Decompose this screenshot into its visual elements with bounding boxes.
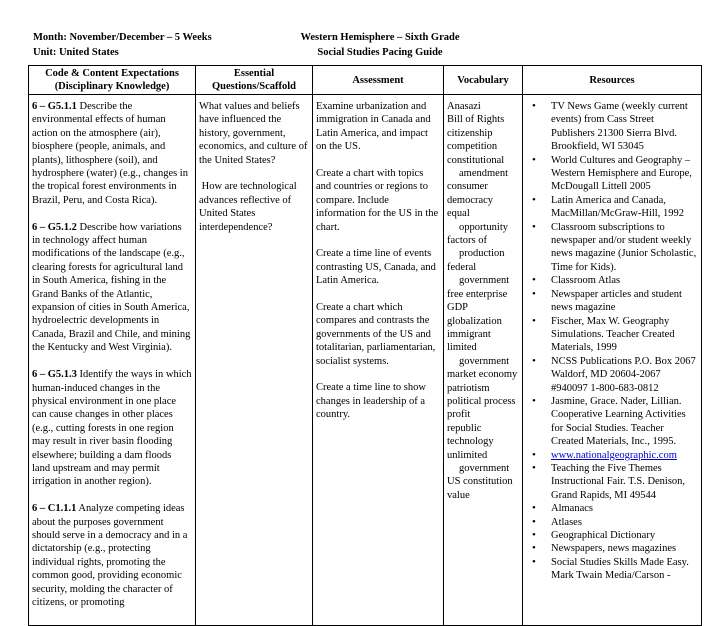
assessment-item: Examine urbanization and immigration in Canada and Latin America, and impact on the US. [316, 101, 431, 153]
resource-item [526, 154, 698, 194]
resource-item [526, 274, 698, 287]
vocabulary-term: amendment [459, 168, 508, 180]
assessment-item: Create a time line of events contrasting US, Canada, and Latin America. [316, 248, 436, 287]
resource-text: World Cultures and Geography – Western Hemisphere and Europe, McDougall Littell 2005 [551, 154, 692, 193]
vocabulary-term: globalization [447, 315, 502, 327]
expectation-text: Describe the environmental effects of human action on the atmosphere (air), biosphere (people, animals, and plants), lithosphere (soil), and hydrosphere (water) (e.g., changes in the tropical forest environments in Brazil, Peru, and Costa Rica). [32, 101, 188, 206]
vocabulary-term: value [447, 489, 470, 501]
assessment-cell [313, 95, 444, 626]
resource-text: Classroom subscriptions to newspaper and/or student weekly news magazine (Junior Scholastic, Time for Kids). [551, 221, 697, 273]
pacing-guide-table [28, 65, 702, 626]
essential-question: How are technological advances reflective of United States interdependence? [199, 181, 300, 233]
resource-item [526, 100, 698, 154]
vocabulary-term: profit [447, 409, 471, 421]
column-header-essential [196, 66, 313, 95]
resource-text: Newspaper articles and student news magazine [551, 288, 682, 314]
expectation-item [32, 221, 192, 355]
resource-item [526, 542, 698, 555]
resource-item [526, 355, 698, 395]
column-header-code-line1: Code & Content Expectations [45, 68, 179, 79]
resource-item [526, 516, 698, 529]
resource-text: TV News Game (weekly current events) from Cass Street Publishers 21300 Sierra Blvd. Brookfield, WI 53045 [551, 101, 688, 153]
vocabulary-term: government [459, 355, 510, 367]
vocabulary-term: factors of [447, 235, 487, 247]
expectation-item [32, 100, 192, 207]
vocabulary-term: equal [447, 208, 470, 220]
vocabulary-term: consumer [447, 181, 488, 193]
vocabulary-term: political process [447, 395, 516, 407]
resource-item [526, 395, 698, 449]
column-header-vocabulary: Vocabulary [444, 66, 523, 95]
document-subtitle: Social Studies Pacing Guide [317, 47, 443, 58]
vocabulary-term: market economy [447, 369, 518, 381]
resources-list [526, 100, 698, 583]
vocabulary-term: patriotism [447, 382, 490, 394]
resource-item [526, 221, 698, 275]
month-label: Month: November/December – 5 Weeks [33, 32, 212, 43]
resource-text: Almanacs [551, 503, 593, 515]
vocabulary-term: Bill of Rights [447, 114, 505, 126]
expectation-item [32, 502, 192, 609]
vocabulary-term: limited [447, 342, 477, 354]
resource-text: Jasmine, Grace. Nader, Lillian. Cooperative Learning Activities for Social Studies. Teacher Created Materials, Inc., 1995. [551, 395, 686, 448]
document-title: Western Hemisphere – Sixth Grade [300, 32, 460, 43]
expectation-code: 6 – G5.1.1 [32, 101, 77, 112]
vocabulary-term: federal [447, 261, 477, 273]
resource-text: Fischer, Max W. Geography Simulations. Teacher Created Materials, 1999 [551, 315, 675, 354]
column-header-resources: Resources [523, 66, 702, 95]
expectations-cell [29, 95, 196, 626]
resource-item [526, 462, 698, 502]
vocabulary-term: free enterprise [447, 288, 508, 300]
resource-text: Newspapers, news magazines [551, 543, 677, 555]
resource-item [526, 288, 698, 315]
expectation-text: Describe how variations in technology affect human modifications of the landscape (e.g., clearing forests for agricultural land in South America, fishing in the Grand Banks of the Atlantic, expansion of cities in South America, hydroelectric developments in Canada, Brazil and Chile, and mining the Kentucky and West Virginia). [32, 221, 191, 354]
expectation-code: 6 – G5.1.3 [32, 369, 77, 381]
column-header-essential-line2: Questions/Scaffold [211, 81, 296, 92]
vocabulary-term: republic [447, 422, 482, 434]
resource-item [526, 529, 698, 542]
vocabulary-term: constitutional [447, 154, 505, 166]
expectation-text: Identify the ways in which human-induced changes in the physical environment in one place can cause changes in other places (e.g., cutting forests in one region may result in river basin flooding elsewhere; building a dam floods land upstream and may permit irrigation in another region). [32, 369, 192, 488]
resource-link-item [526, 449, 698, 462]
expectation-code: 6 – G5.1.2 [32, 221, 77, 233]
column-header-code [29, 66, 196, 95]
column-header-essential-line1: Essential [233, 68, 275, 79]
column-header-code-line2: (Disciplinary Knowledge) [54, 81, 170, 92]
assessment-item: Create a time line to show changes in leadership of a country. [316, 382, 426, 421]
vocabulary-term: US constitution [447, 476, 513, 488]
vocabulary-term: technology [447, 436, 494, 448]
expectation-code: 6 – C1.1.1 [32, 503, 77, 515]
resource-text: NCSS Publications P.O. Box 2067 Waldorf, MD 20604-2067 #940097 1-800-683-0812 [551, 355, 696, 394]
resource-item [526, 556, 698, 583]
table-header-row [29, 66, 702, 95]
resource-text: Social Studies Skills Made Easy. Mark Twain Media/Carson - [551, 556, 689, 582]
resource-text: Geographical Dictionary [551, 530, 656, 541]
vocabulary-term: GDP [447, 302, 469, 314]
table-row [29, 95, 702, 626]
vocabulary-term: production [459, 248, 505, 260]
resources-cell [523, 95, 702, 626]
resource-text: Teaching the Five Themes Instructional Fair. T.S. Denison, Grand Rapids, MI 49544 [551, 462, 686, 501]
essential-questions-cell [196, 95, 313, 626]
assessment-item: Create a chart which compares and contrasts the governments of the US and totalitarian, parliamentarian, socialist systems. [316, 302, 436, 367]
vocabulary-term: competition [447, 141, 498, 153]
resource-item [526, 194, 698, 221]
vocabulary-term: Anasazi [447, 101, 481, 112]
document-header [270, 30, 490, 60]
expectation-item [32, 368, 192, 489]
resource-text: Classroom Atlas [551, 275, 621, 287]
vocabulary-term: opportunity [459, 221, 508, 233]
assessment-item: Create a chart with topics and countries or regions to compare. Include information for the US in the chart. [316, 168, 439, 233]
resource-link[interactable]: www.nationalgeographic.com [551, 449, 677, 461]
vocabulary-term: democracy [447, 194, 494, 206]
unit-label: Unit: United States [33, 47, 119, 58]
resource-text: Atlases [551, 516, 582, 528]
essential-question: What values and beliefs have influenced the history, government, economics, and culture of the United States? [199, 101, 308, 166]
vocabulary-term: immigrant [447, 328, 491, 340]
expectation-text: Analyze competing ideas about the purposes government should serve in a democracy and in a dictatorship (e.g., protecting individual rights, promoting the common good, providing economic security, molding the character of citizens, or promoting [32, 503, 188, 608]
resource-text: Latin America and Canada, MacMillan/McGraw-Hill, 1992 [551, 194, 684, 220]
vocabulary-term: citizenship [447, 127, 493, 139]
vocabulary-cell [444, 95, 523, 626]
vocabulary-term: government [459, 275, 510, 287]
vocabulary-term: unlimited [447, 449, 488, 461]
resource-item [526, 502, 698, 515]
unit-header [33, 30, 212, 60]
column-header-assessment: Assessment [313, 66, 444, 95]
resource-item [526, 315, 698, 355]
vocabulary-term: government [459, 462, 510, 474]
